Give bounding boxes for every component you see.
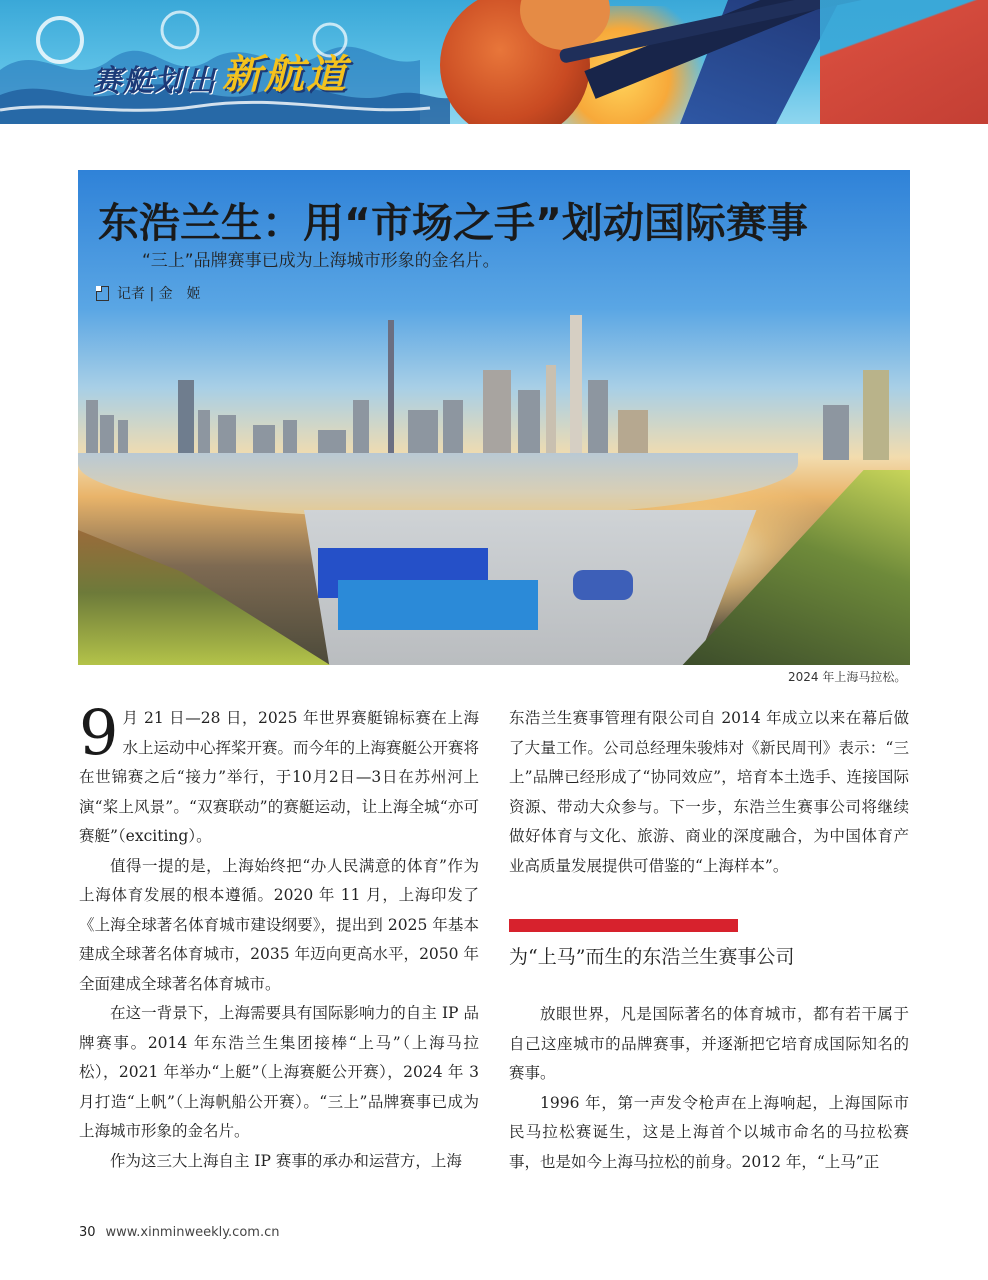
section-accent-bar [509,919,738,932]
paragraph: 1996 年，第一声发令枪声在上海响起，上海国际市民马拉松赛诞生，这是上海首个以城市命名的马拉松赛事，也是如今上海马拉松的前身。2012 年，“上马”正 [509,1093,909,1171]
oar-blade-illustration [820,0,988,124]
website-url: www.xinminweekly.com.cn [105,1225,280,1240]
drop-cap: 9 [79,696,119,769]
pavilion [573,570,633,600]
right-column [509,704,909,881]
paragraph: 9 月 21 日—28 日，2025 年世界赛艇锦标赛在上海水上运动中心挥桨开赛。而今年的上海赛艇公开赛将在世锦赛之后“接力”举行，于10月2日—3日在苏州河上演“桨上风景”。“双赛联动”的赛艇运动，让上海全城“亦可赛艇”（exciting）。 [79,696,479,845]
photo-caption: 2024 年上海马拉松。 [788,670,907,684]
paragraph: 东浩兰生赛事管理有限公司自 2014 年成立以来在幕后做了大量工作。公司总经理朱骏炜对《新民周刊》表示：“三上”品牌已经形成了“协同效应”，培育本土选手、连接国际资源、带动大众参与。下一步，东浩兰生赛事公司将继续做好体育与文化、旅游、商业的深度融合，为中国体育产业高质量发展提供可借鉴的“上海样本”。 [509,709,909,875]
section-heading: 为“上马”而生的东浩兰生赛事公司 [509,946,795,968]
page-footer [79,1225,279,1240]
article-title: 东浩兰生：用“市场之手”划动国际赛事 [98,199,808,247]
paragraph: 作为这三大上海自主 IP 赛事的承办和运营方，上海 [110,1151,462,1170]
article-subtitle: “三上”品牌赛事已成为上海城市形象的金名片。 [142,251,500,271]
page-number: 30 [79,1225,96,1240]
document-icon [96,286,109,301]
byline [96,283,201,303]
byline-text: 记者 | 金 姬 [117,286,201,302]
column-title [92,52,348,100]
paragraph: 在这一背景下，上海需要具有国际影响力的自主 IP 品牌赛事。2014 年东浩兰生集团接棒“上马”（上海马拉松），2021 年举办“上艇”（上海赛艇公开赛），2024 年 3 月打造“上帆”（上海帆船公开赛）。“三上”品牌赛事已成为上海城市形象的金名片。 [79,1004,479,1140]
right-column-section [509,1000,909,1177]
column-title-part2: 新航道 [222,52,348,98]
start-platform [338,580,538,630]
left-column [79,696,479,1176]
column-title-part1: 赛艇划出 [92,64,216,99]
paragraph: 值得一提的是，上海始终把“办人民满意的体育”作为上海体育发展的根本遵循。2020 年 11 月，上海印发了《上海全球著名体育城市建设纲要》，提出到 2025 年基本建成全球著名体育城市，2035 年迈向更高水平，2050 年全面建成全球著名体育城市。 [79,856,479,993]
runners-crowd-left [78,530,338,665]
paragraph: 放眼世界，凡是国际著名的体育城市，都有若干属于自己这座城市的品牌赛事，并逐渐把它培育成国际知名的赛事。 [509,1005,909,1082]
header-banner [0,0,988,124]
skyline [78,310,910,460]
